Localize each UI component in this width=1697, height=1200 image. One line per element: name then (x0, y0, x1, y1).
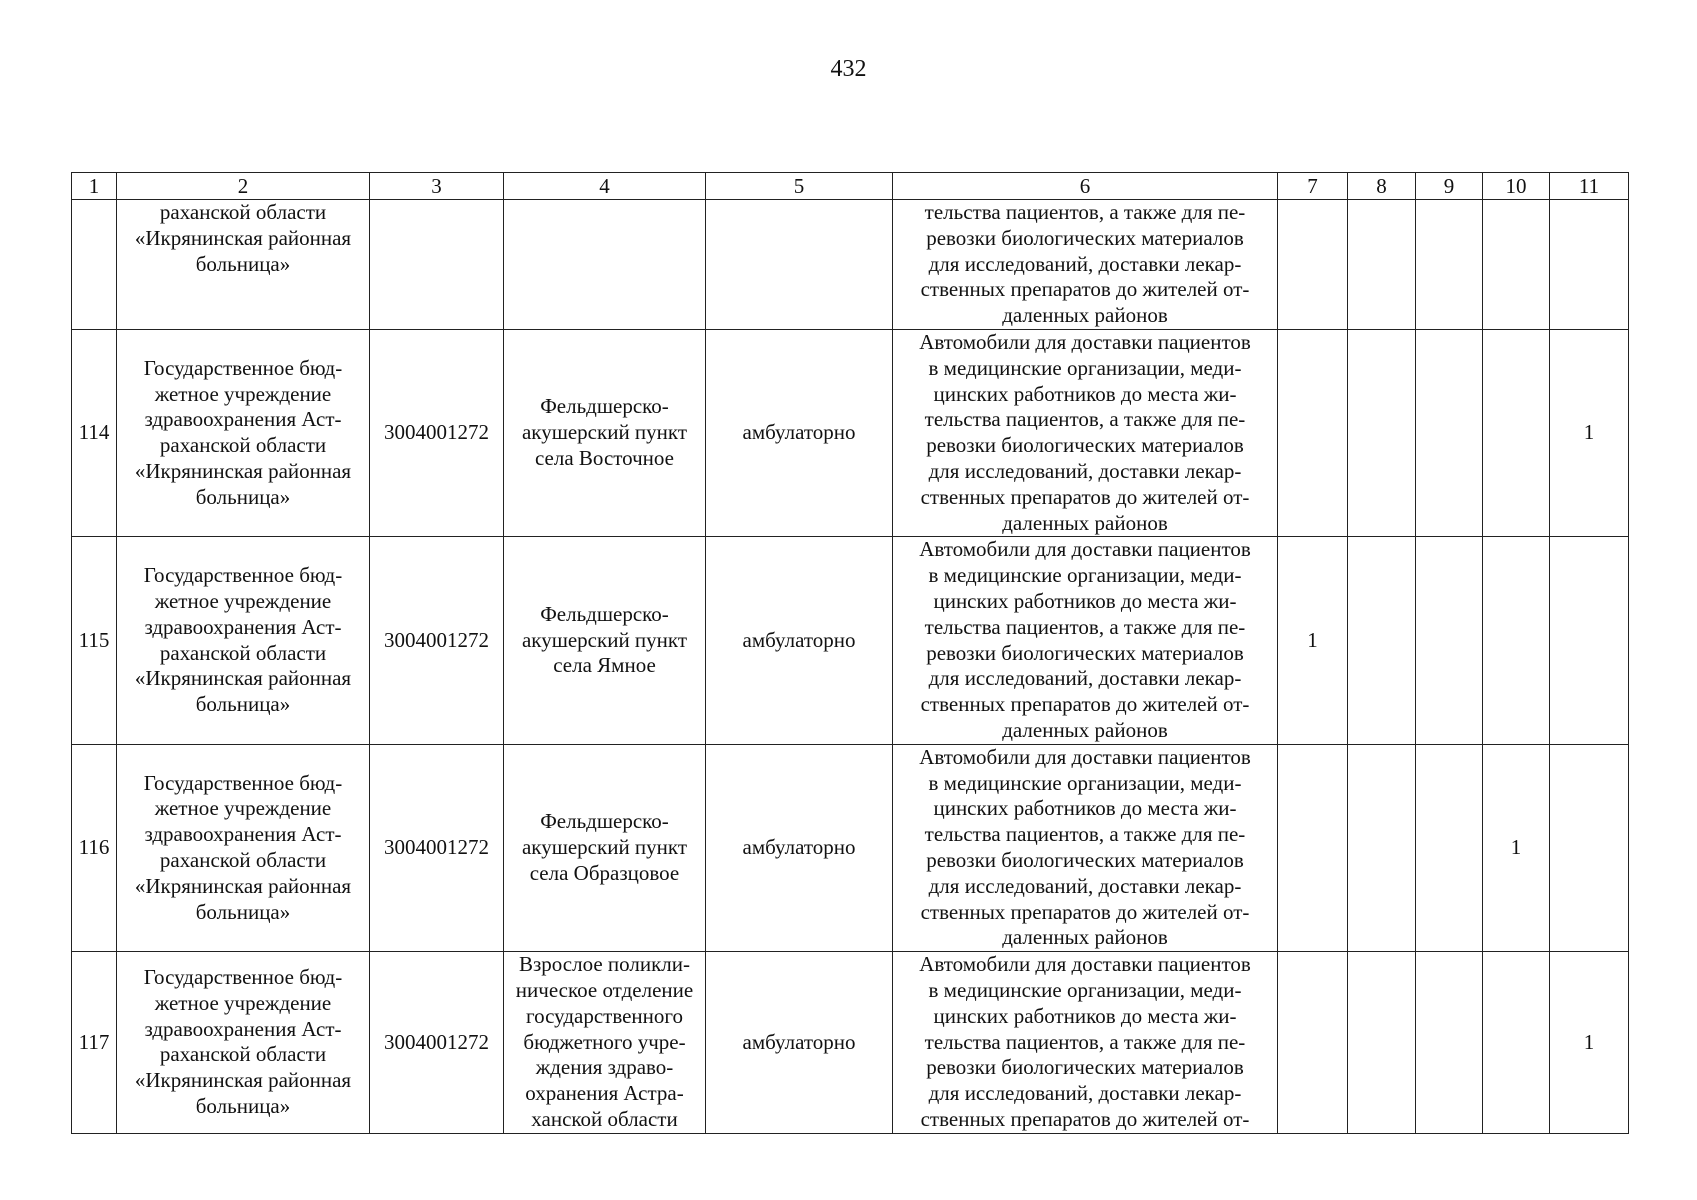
col-7-cell (1278, 330, 1348, 537)
col-7-cell (1278, 952, 1348, 1134)
page-number: 432 (830, 56, 867, 82)
purpose-cell: Автомобили для доставки пациентов в медицинские организации, меди- цинских работников до места жи- тельства пациентов, а также для пе- ревозки биологических материалов для исследований, доставки лекар- ственных препаратов до жителей от- (893, 952, 1278, 1134)
mode-cell: амбулаторно (706, 330, 893, 537)
column-header: 7 (1278, 173, 1348, 200)
col-8-cell (1348, 200, 1416, 330)
purpose-cell: Автомобили для доставки пациентов в медицинские организации, меди- цинских работников до места жи- тельства пациентов, а также для пе- ревозки биологических материалов для исследований, доставки лекар- ственных препаратов до жителей от- даленных районов (893, 330, 1278, 537)
col-9-cell (1416, 330, 1483, 537)
col-8-cell (1348, 952, 1416, 1134)
col-9-cell (1416, 744, 1483, 951)
table-row (72, 330, 1629, 537)
column-header: 3 (370, 173, 504, 200)
col-7-cell (1278, 744, 1348, 951)
purpose-cell: тельства пациентов, а также для пе- ревозки биологических материалов для исследований, доставки лекар- ственных препаратов до жителей от- даленных районов (893, 200, 1278, 330)
registry-table (71, 172, 1629, 1134)
column-header: 11 (1550, 173, 1629, 200)
col-11-cell (1550, 537, 1629, 744)
row-number-cell: 116 (72, 744, 117, 951)
column-header: 10 (1483, 173, 1550, 200)
column-header: 1 (72, 173, 117, 200)
col-10-cell (1483, 330, 1550, 537)
column-number-row (72, 173, 1629, 200)
table-row (72, 744, 1629, 951)
unit-cell: Фельдшерско- акушерский пункт села Образцовое (504, 744, 706, 951)
organization-cell: Государственное бюд- жетное учреждение здравоохранения Аст- раханской области «Икрянинская районная больница» (117, 537, 370, 744)
mode-cell: амбулаторно (706, 952, 893, 1134)
col-10-cell (1483, 952, 1550, 1134)
col-9-cell (1416, 952, 1483, 1134)
col-11-cell: 1 (1550, 330, 1629, 537)
column-header: 6 (893, 173, 1278, 200)
purpose-cell: Автомобили для доставки пациентов в медицинские организации, меди- цинских работников до места жи- тельства пациентов, а также для пе- ревозки биологических материалов для исследований, доставки лекар- ственных препаратов до жителей от- даленных районов (893, 744, 1278, 951)
row-number-cell: 117 (72, 952, 117, 1134)
organization-cell: раханской области «Икрянинская районная больница» (117, 200, 370, 330)
inn-cell (370, 200, 504, 330)
column-header: 4 (504, 173, 706, 200)
mode-cell: амбулаторно (706, 537, 893, 744)
inn-cell: 3004001272 (370, 330, 504, 537)
column-header: 8 (1348, 173, 1416, 200)
col-10-cell: 1 (1483, 744, 1550, 951)
organization-cell: Государственное бюд- жетное учреждение здравоохранения Аст- раханской области «Икрянинская районная больница» (117, 744, 370, 951)
organization-cell: Государственное бюд- жетное учреждение здравоохранения Аст- раханской области «Икрянинская районная больница» (117, 952, 370, 1134)
unit-cell: Фельдшерско- акушерский пункт села Восточное (504, 330, 706, 537)
col-11-cell: 1 (1550, 952, 1629, 1134)
column-header: 5 (706, 173, 893, 200)
mode-cell (706, 200, 893, 330)
col-7-cell: 1 (1278, 537, 1348, 744)
row-number-cell: 114 (72, 330, 117, 537)
col-8-cell (1348, 537, 1416, 744)
col-11-cell (1550, 744, 1629, 951)
row-number-cell: 115 (72, 537, 117, 744)
table-row (72, 537, 1629, 744)
col-10-cell (1483, 200, 1550, 330)
mode-cell: амбулаторно (706, 744, 893, 951)
unit-cell: Взрослое поликли- ническое отделение государственного бюджетного учре- ждения здраво- охранения Астра- ханской области (504, 952, 706, 1134)
table-row-continued (72, 200, 1629, 330)
inn-cell: 3004001272 (370, 952, 504, 1134)
column-header: 2 (117, 173, 370, 200)
col-8-cell (1348, 330, 1416, 537)
unit-cell: Фельдшерско- акушерский пункт села Ямное (504, 537, 706, 744)
inn-cell: 3004001272 (370, 744, 504, 951)
col-10-cell (1483, 537, 1550, 744)
column-header: 9 (1416, 173, 1483, 200)
col-9-cell (1416, 537, 1483, 744)
unit-cell (504, 200, 706, 330)
col-11-cell (1550, 200, 1629, 330)
col-9-cell (1416, 200, 1483, 330)
purpose-cell: Автомобили для доставки пациентов в медицинские организации, меди- цинских работников до места жи- тельства пациентов, а также для пе- ревозки биологических материалов для исследований, доставки лекар- ственных препаратов до жителей от- даленных районов (893, 537, 1278, 744)
row-number-cell (72, 200, 117, 330)
col-8-cell (1348, 744, 1416, 951)
inn-cell: 3004001272 (370, 537, 504, 744)
col-7-cell (1278, 200, 1348, 330)
organization-cell: Государственное бюд- жетное учреждение здравоохранения Аст- раханской области «Икрянинская районная больница» (117, 330, 370, 537)
table-row (72, 952, 1629, 1134)
